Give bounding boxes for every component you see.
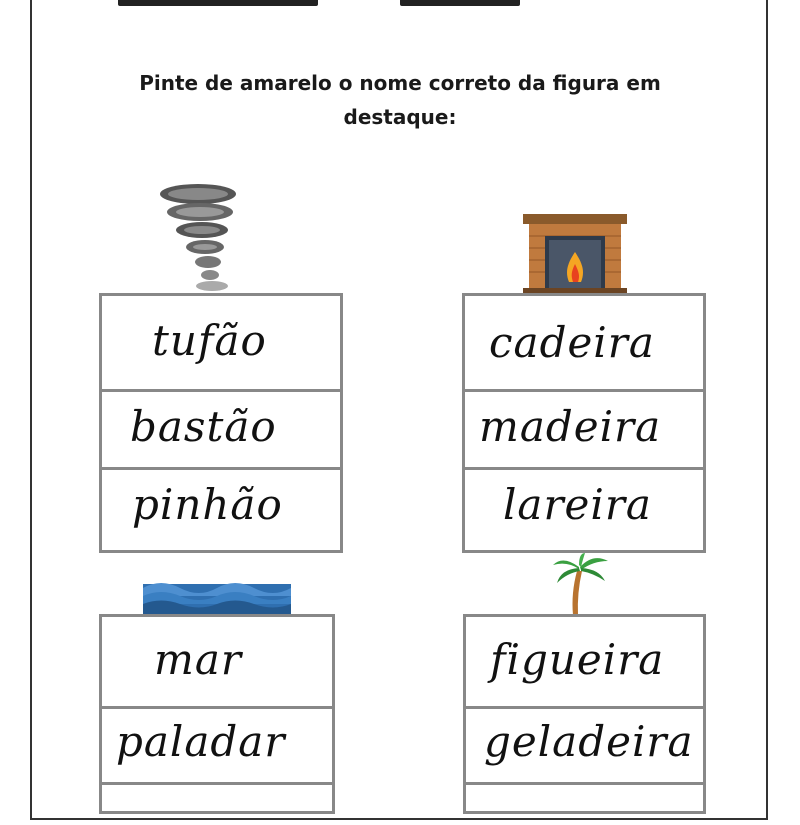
- header-field-cut: [400, 0, 520, 6]
- word-label: paladar: [116, 717, 286, 766]
- word-option[interactable]: [465, 470, 703, 550]
- word-label: pinhão: [132, 480, 283, 529]
- word-option[interactable]: [466, 617, 703, 709]
- word-box-fireplace: [462, 293, 706, 553]
- word-label: lareira: [503, 480, 652, 529]
- palm-tree-icon: [553, 553, 608, 615]
- word-option[interactable]: [102, 785, 332, 825]
- tornado-icon: [150, 180, 250, 295]
- word-option[interactable]: [466, 709, 703, 785]
- fireplace-icon: [523, 212, 627, 294]
- instruction-text: [110, 66, 690, 134]
- word-option[interactable]: [465, 296, 703, 392]
- word-label: tufão: [152, 316, 267, 365]
- word-option[interactable]: [102, 709, 332, 785]
- word-box-tornado: [99, 293, 343, 553]
- word-label: bastão: [130, 402, 277, 451]
- word-label: geladeira: [484, 717, 694, 766]
- word-label: madeira: [479, 402, 662, 451]
- word-option[interactable]: [466, 785, 703, 825]
- word-box-sea: [99, 614, 335, 814]
- word-label: mar: [154, 635, 242, 684]
- word-option[interactable]: [102, 617, 332, 709]
- word-label: cadeira: [489, 318, 655, 367]
- instruction-line-2: destaque:: [343, 105, 457, 129]
- word-label: figueira: [490, 635, 665, 684]
- word-option[interactable]: [102, 296, 340, 392]
- word-option[interactable]: [465, 392, 703, 470]
- header-field-cut: [118, 0, 318, 6]
- word-box-palm: [463, 614, 706, 814]
- word-option[interactable]: [102, 392, 340, 470]
- sea-waves-icon: [143, 578, 291, 614]
- instruction-line-1: Pinte de amarelo o nome correto da figura em: [139, 71, 661, 95]
- word-option[interactable]: [102, 470, 340, 550]
